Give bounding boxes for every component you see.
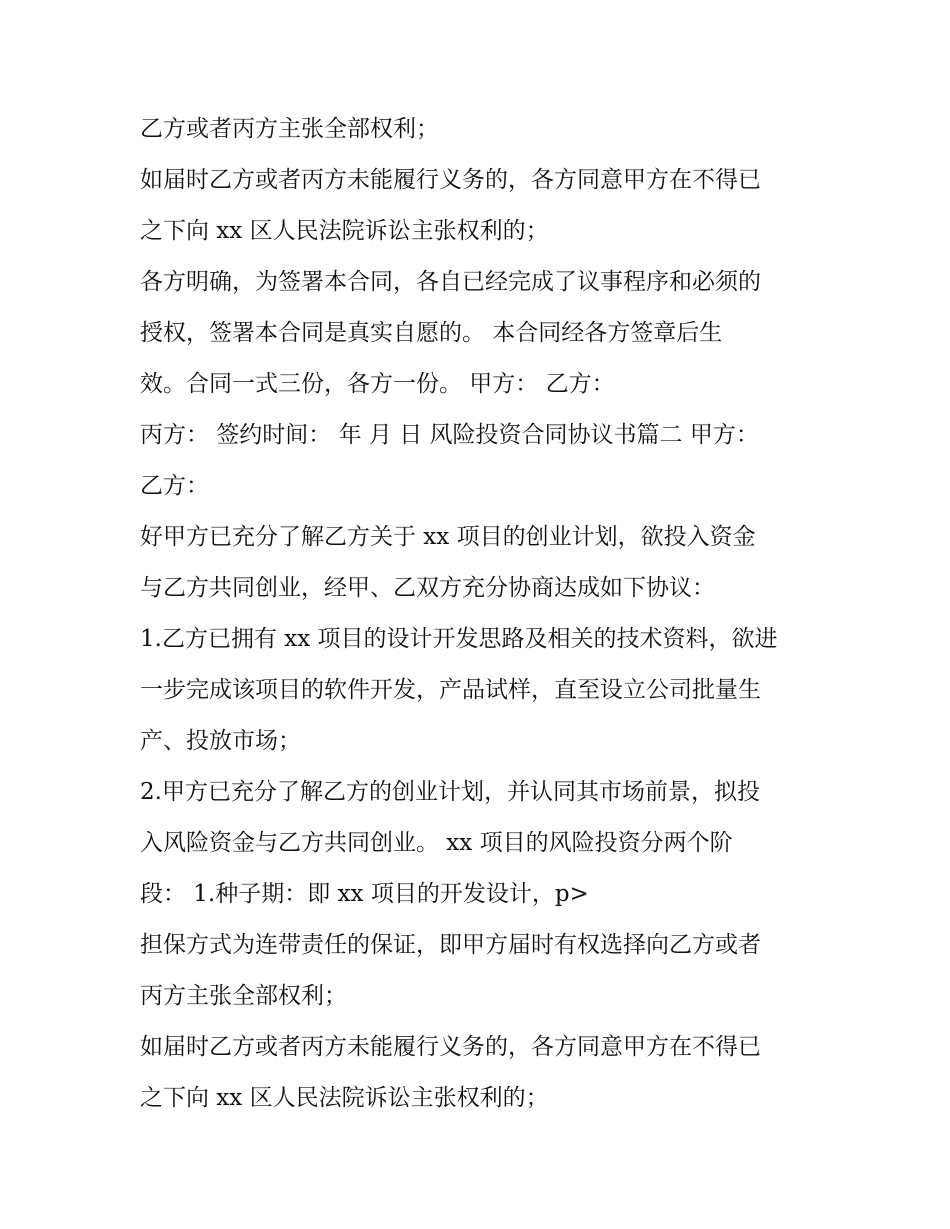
text-line: 如届时乙方或者丙方未能履行义务的，各方同意甲方在不得已 [140, 167, 761, 193]
text-line: 各方明确，为签署本合同，各自已经完成了议事程序和必须的 [140, 269, 761, 295]
text-line: 一步完成该项目的软件开发，产品试样，直至设立公司批量生 [140, 677, 761, 703]
text-line: 好甲方已充分了解乙方关于 xx 项目的创业计划，欲投入资金 [140, 524, 756, 550]
text-line: 2.甲方已充分了解乙方的创业计划，并认同其市场前景，拟投 [140, 779, 760, 805]
document-body [140, 104, 820, 1124]
text-line: 丙方： 签约时间： 年 月 日 风险投资合同协议书篇二 甲方： [140, 422, 759, 448]
text-line: 效。合同一式三份，各方一份。 甲方： 乙方： [140, 371, 615, 397]
text-line: 段： 1.种子期：即 xx 项目的开发设计，p> [140, 881, 589, 907]
text-line: 授权，签署本合同是真实自愿的。 本合同经各方签章后生 [140, 320, 723, 346]
text-line: 之下向 xx 区人民法院诉讼主张权利的； [140, 1085, 549, 1111]
text-line: 产、投放市场； [140, 728, 301, 754]
text-line: 1.乙方已拥有 xx 项目的设计开发思路及相关的技术资料，欲进 [140, 626, 778, 652]
text-line: 丙方主张全部权利； [140, 983, 347, 1009]
text-line: 入风险资金与乙方共同创业。 xx 项目的风险投资分两个阶 [140, 830, 733, 856]
text-line: 与乙方共同创业，经甲、乙双方充分协商达成如下协议： [140, 575, 715, 601]
text-line: 乙方： [140, 473, 209, 499]
text-line: 之下向 xx 区人民法院诉讼主张权利的； [140, 218, 549, 244]
text-line: 如届时乙方或者丙方未能履行义务的，各方同意甲方在不得已 [140, 1034, 761, 1060]
text-line: 担保方式为连带责任的保证，即甲方届时有权选择向乙方或者 [140, 932, 761, 958]
text-line: 乙方或者丙方主张全部权利； [140, 116, 439, 142]
